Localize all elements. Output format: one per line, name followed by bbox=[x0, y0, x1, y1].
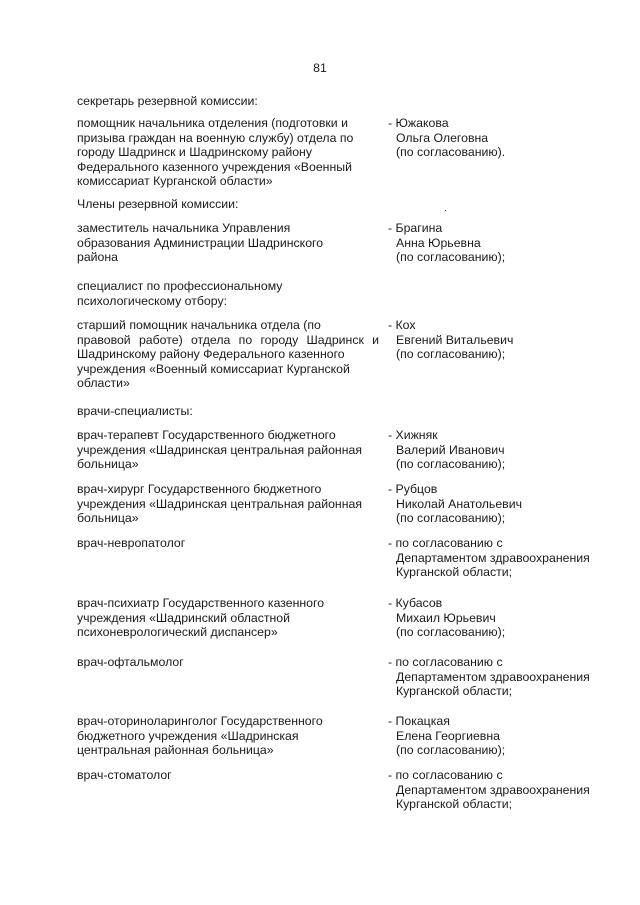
person-line: - Рубцов bbox=[388, 482, 438, 496]
position-line: врач-хирург Государственного бюджетного bbox=[77, 482, 322, 496]
person-line: (по согласованию); bbox=[396, 250, 506, 265]
position-line: учреждения «Шадринский областной bbox=[77, 610, 290, 625]
heading-line: психологическому отбору: bbox=[77, 293, 228, 308]
person-line: Департаментом здравоохранения bbox=[396, 550, 590, 565]
position-line: центральная районная больница» bbox=[77, 743, 274, 758]
position-line: Федерального казенного учреждения «Военный bbox=[77, 159, 352, 174]
person-line: Курганской области; bbox=[396, 797, 513, 812]
position-line: психоневрологический диспансер» bbox=[77, 625, 278, 640]
person-line: - Брагина bbox=[388, 221, 443, 235]
person-line: Ольга Олеговна bbox=[396, 130, 489, 145]
position-line: учреждения «Шадринская центральная районная bbox=[77, 442, 363, 457]
position-line: учреждения «Шадринская центральная районная bbox=[77, 496, 363, 511]
person-line: Анна Юрьевна bbox=[396, 235, 481, 250]
position-line: врач-психиатр Государственного казенного bbox=[77, 596, 325, 610]
person-line: - Южакова bbox=[388, 116, 449, 130]
entry-position bbox=[77, 221, 379, 265]
entry-position bbox=[77, 655, 379, 670]
entry-position bbox=[77, 768, 379, 783]
position-line: больница» bbox=[77, 457, 139, 472]
position-line: больница» bbox=[77, 511, 139, 526]
position-line: врач-стоматолог bbox=[77, 768, 172, 782]
person-line: Валерий Иванович bbox=[396, 442, 505, 457]
position-line: помощник начальника отделения (подготовки и bbox=[77, 116, 348, 130]
entry-person bbox=[388, 714, 628, 758]
heading-psych-specialist bbox=[77, 279, 282, 308]
position-line: призыва граждан на военную службу) отдела по bbox=[77, 130, 354, 145]
position-line: Шадринскому району Федерального казенного bbox=[77, 347, 345, 362]
person-line: Курганской области; bbox=[396, 684, 513, 699]
entry-person bbox=[388, 116, 628, 160]
person-line: - Хижняк bbox=[388, 428, 438, 442]
person-line: Департаментом здравоохранения bbox=[396, 669, 590, 684]
person-line: Михаил Юрьевич bbox=[396, 610, 496, 625]
position-line: врач-терапевт Государственного бюджетного bbox=[77, 428, 336, 442]
entry-position bbox=[77, 428, 379, 472]
entry-person bbox=[388, 536, 628, 580]
person-line: - Покацкая bbox=[388, 714, 450, 728]
entry-position bbox=[77, 596, 379, 640]
person-line: (по согласованию); bbox=[396, 743, 506, 758]
entry-person bbox=[388, 221, 628, 265]
person-line: - по согласованию с bbox=[388, 768, 503, 782]
entry-person bbox=[388, 768, 628, 812]
person-line: (по согласованию); bbox=[396, 511, 506, 526]
person-line: Елена Георгиевна bbox=[396, 728, 500, 743]
person-line: - по согласованию с bbox=[388, 536, 503, 550]
entry-person bbox=[388, 428, 628, 472]
page-number: 81 bbox=[313, 61, 327, 75]
heading-doctors: врачи-специалисты: bbox=[77, 404, 193, 418]
person-line: Евгений Витальевич bbox=[396, 332, 514, 347]
person-line: (по согласованию); bbox=[396, 347, 506, 362]
position-line: врач-офтальмолог bbox=[77, 655, 184, 669]
entry-person bbox=[388, 318, 628, 362]
heading-members: Члены резервной комиссии: bbox=[77, 197, 239, 211]
position-line: правовой работе) отдела по городу Шадринск и bbox=[77, 332, 379, 347]
entry-position bbox=[77, 536, 379, 551]
position-line: врач-оториноларинголог Государственного bbox=[77, 714, 323, 728]
position-line: комиссариат Курганской области» bbox=[77, 174, 273, 189]
position-line: заместитель начальника Управления bbox=[77, 221, 291, 235]
position-line: бюджетного учреждения «Шадринская bbox=[77, 728, 299, 743]
person-line: - по согласованию с bbox=[388, 655, 503, 669]
position-line: врач-невропатолог bbox=[77, 536, 186, 550]
person-line: (по согласованию); bbox=[396, 625, 506, 640]
person-line: Николай Анатольевич bbox=[396, 496, 522, 511]
position-line: старший помощник начальника отдела (по bbox=[77, 318, 321, 332]
entry-person bbox=[388, 596, 628, 640]
person-line: Департаментом здравоохранения bbox=[396, 782, 590, 797]
person-line: - Кубасов bbox=[388, 596, 443, 610]
heading-secretary: секретарь резервной комиссии: bbox=[77, 94, 258, 108]
entry-position bbox=[77, 482, 379, 526]
entry-position bbox=[77, 318, 379, 391]
person-line: (по согласованию); bbox=[396, 457, 506, 472]
position-line: учреждения «Военный комиссариат Курганской bbox=[77, 361, 350, 376]
entry-person bbox=[388, 655, 628, 699]
person-line: Курганской области; bbox=[396, 565, 513, 580]
stray-mark bbox=[445, 210, 446, 211]
person-line: (по согласованию). bbox=[396, 145, 506, 160]
position-line: области» bbox=[77, 376, 130, 391]
person-line: - Кох bbox=[388, 318, 416, 332]
position-line: образования Администрации Шадринского bbox=[77, 235, 324, 250]
heading-line: специалист по профессиональному bbox=[77, 279, 283, 293]
entry-position bbox=[77, 714, 379, 758]
entry-position bbox=[77, 116, 379, 189]
position-line: городу Шадринск и Шадринскому району bbox=[77, 145, 312, 160]
entry-person bbox=[388, 482, 628, 526]
position-line: района bbox=[77, 250, 119, 265]
